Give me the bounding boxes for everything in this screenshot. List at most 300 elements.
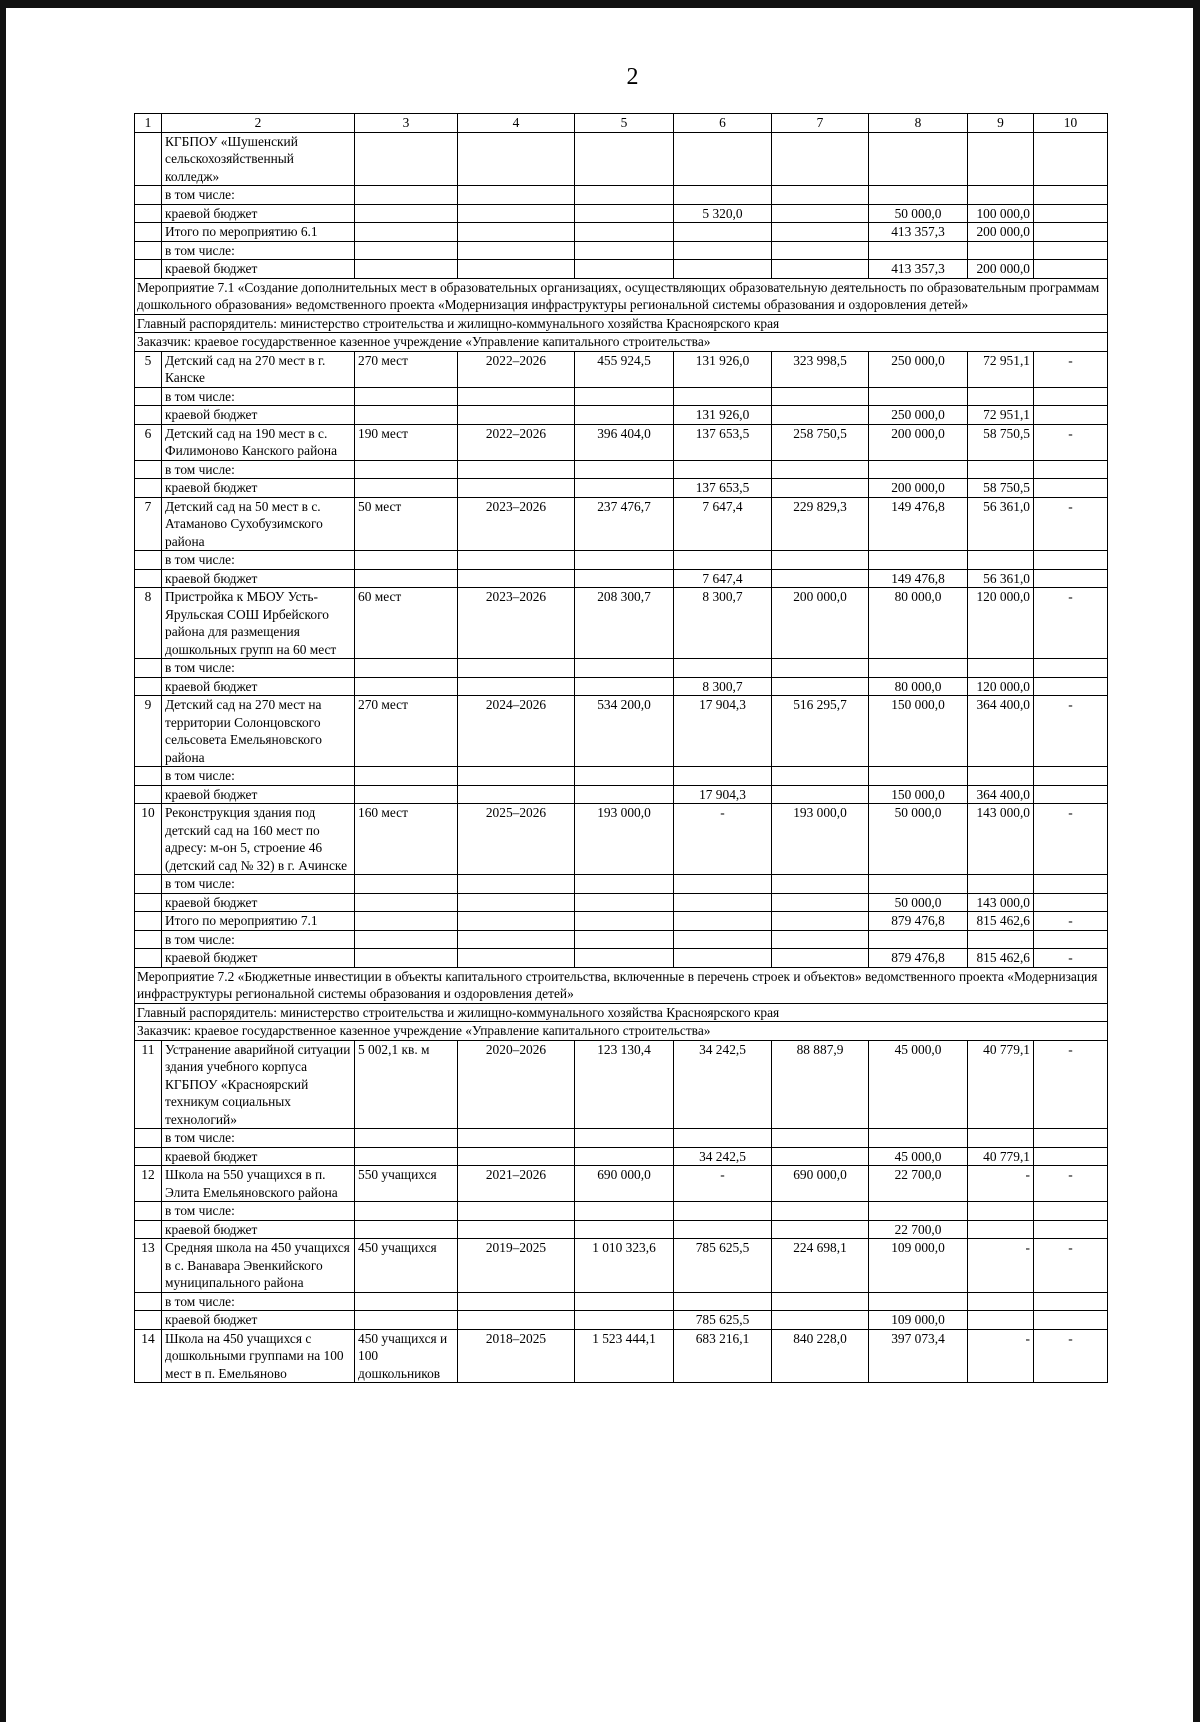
table-cell: 2018–2025 — [458, 1329, 575, 1383]
table-cell: 250 000,0 — [869, 406, 968, 425]
table-cell — [674, 1292, 772, 1311]
page-number: 2 — [626, 64, 639, 90]
table-cell — [135, 241, 162, 260]
table-cell — [135, 479, 162, 498]
table-cell: в том числе: — [162, 460, 355, 479]
table-cell: 2023–2026 — [458, 588, 575, 659]
table-row — [135, 893, 1108, 912]
table-cell: краевой бюджет — [162, 479, 355, 498]
header-cell: 9 — [968, 114, 1034, 133]
table-cell — [355, 241, 458, 260]
table-cell — [772, 186, 869, 205]
table-cell: краевой бюджет — [162, 949, 355, 968]
section-row — [135, 278, 1108, 314]
table-row — [135, 930, 1108, 949]
table-cell: 40 779,1 — [968, 1147, 1034, 1166]
table-cell — [968, 551, 1034, 570]
table-cell: - — [968, 1329, 1034, 1383]
table-cell — [355, 1311, 458, 1330]
table-cell — [458, 241, 575, 260]
table-cell — [968, 1292, 1034, 1311]
table-cell: 450 учащихся и 100 дошкольников — [355, 1329, 458, 1383]
table-cell — [355, 204, 458, 223]
table-cell — [772, 677, 869, 696]
table-cell — [1034, 767, 1108, 786]
table-cell — [772, 551, 869, 570]
table-cell — [968, 930, 1034, 949]
table-cell: 2025–2026 — [458, 804, 575, 875]
scan-border-top — [0, 0, 1200, 8]
table-cell: 131 926,0 — [674, 406, 772, 425]
table-cell — [772, 930, 869, 949]
table-cell: 10 — [135, 804, 162, 875]
table-cell: 840 228,0 — [772, 1329, 869, 1383]
table-cell: 200 000,0 — [968, 223, 1034, 242]
table-cell — [869, 1292, 968, 1311]
table-cell — [135, 767, 162, 786]
table-cell: 397 073,4 — [869, 1329, 968, 1383]
table-row — [135, 260, 1108, 279]
table-cell: в том числе: — [162, 186, 355, 205]
header-row — [135, 114, 1108, 133]
table-cell — [355, 569, 458, 588]
table-cell: 143 000,0 — [968, 893, 1034, 912]
table-cell: 323 998,5 — [772, 351, 869, 387]
section-cell: Мероприятие 7.1 «Создание дополнительных мест в образовательных организациях, осуществляющих образовательную деятельность по образовательным программам дошкольного образования» ведомственного проекта «Модернизация инфраструктуры региональной системы образования и оздоровления детей» — [135, 278, 1108, 314]
table-cell — [968, 1311, 1034, 1330]
table-cell: 123 130,4 — [575, 1040, 674, 1129]
table-cell — [1034, 1311, 1108, 1330]
table-cell — [674, 893, 772, 912]
table-cell — [135, 1220, 162, 1239]
table-cell: 413 357,3 — [869, 260, 968, 279]
table-cell — [772, 1129, 869, 1148]
table-cell — [458, 551, 575, 570]
table-cell: 5 320,0 — [674, 204, 772, 223]
table-cell: краевой бюджет — [162, 406, 355, 425]
table-cell — [575, 875, 674, 894]
table-cell — [674, 132, 772, 186]
table-row — [135, 1292, 1108, 1311]
table-row — [135, 351, 1108, 387]
table-row — [135, 1166, 1108, 1202]
table-cell: Детский сад на 50 мест в с. Атаманово Сухобузимского района — [162, 497, 355, 551]
table-cell — [1034, 186, 1108, 205]
table-cell: 109 000,0 — [869, 1311, 968, 1330]
table-cell — [674, 912, 772, 931]
table-cell: в том числе: — [162, 387, 355, 406]
table-cell: Средняя школа на 450 учащихся в с. Ванавара Эвенкийского муниципального района — [162, 1239, 355, 1293]
table-cell: - — [1034, 1166, 1108, 1202]
table-cell — [135, 677, 162, 696]
table-cell — [1034, 785, 1108, 804]
table-cell — [772, 1202, 869, 1221]
table-cell — [575, 460, 674, 479]
table-cell: 137 653,5 — [674, 479, 772, 498]
table-cell — [458, 767, 575, 786]
table-cell — [772, 406, 869, 425]
table-cell — [1034, 569, 1108, 588]
table-cell: Реконструкция здания под детский сад на 160 мест по адресу: м-он 5, строение 46 (детский сад № 32) в г. Ачинске — [162, 804, 355, 875]
table-cell — [674, 460, 772, 479]
table-cell — [772, 1311, 869, 1330]
table-cell — [135, 260, 162, 279]
table-cell — [869, 460, 968, 479]
table-cell — [355, 893, 458, 912]
table-cell: 80 000,0 — [869, 677, 968, 696]
table-cell: - — [1034, 1329, 1108, 1383]
table-cell — [674, 186, 772, 205]
table-row — [135, 241, 1108, 260]
table-cell: краевой бюджет — [162, 677, 355, 696]
table-cell — [575, 223, 674, 242]
table-row — [135, 223, 1108, 242]
table-cell: 237 476,7 — [575, 497, 674, 551]
table-cell: в том числе: — [162, 875, 355, 894]
table-cell — [772, 132, 869, 186]
table-cell: 143 000,0 — [968, 804, 1034, 875]
table-cell — [772, 260, 869, 279]
table-cell: 785 625,5 — [674, 1311, 772, 1330]
table-cell — [869, 767, 968, 786]
header-cell: 1 — [135, 114, 162, 133]
table-row — [135, 132, 1108, 186]
table-row — [135, 424, 1108, 460]
table-cell — [458, 569, 575, 588]
table-row — [135, 804, 1108, 875]
table-row — [135, 1329, 1108, 1383]
table-cell — [575, 132, 674, 186]
table-cell: 690 000,0 — [772, 1166, 869, 1202]
table-cell: 190 мест — [355, 424, 458, 460]
table-cell — [869, 875, 968, 894]
section-cell: Заказчик: краевое государственное казенное учреждение «Управление капитального строительства» — [135, 1022, 1108, 1041]
table-cell — [458, 930, 575, 949]
table-row — [135, 767, 1108, 786]
table-cell — [869, 1202, 968, 1221]
table-cell — [355, 912, 458, 931]
table-cell: 34 242,5 — [674, 1040, 772, 1129]
table-cell: - — [1034, 351, 1108, 387]
table-row — [135, 659, 1108, 678]
table-cell: 88 887,9 — [772, 1040, 869, 1129]
table-cell — [575, 949, 674, 968]
table-cell: 879 476,8 — [869, 949, 968, 968]
table-cell: Школа на 550 учащихся в п. Элита Емельяновского района — [162, 1166, 355, 1202]
table-cell — [674, 260, 772, 279]
table-cell — [674, 551, 772, 570]
table-cell — [968, 1129, 1034, 1148]
table-cell — [772, 949, 869, 968]
table-row — [135, 875, 1108, 894]
table-cell — [968, 186, 1034, 205]
table-cell — [674, 659, 772, 678]
table-row — [135, 406, 1108, 425]
table-cell — [674, 767, 772, 786]
table-cell: Школа на 450 учащихся с дошкольными группами на 100 мест в п. Емельяново — [162, 1329, 355, 1383]
table-cell — [458, 785, 575, 804]
table-cell: 34 242,5 — [674, 1147, 772, 1166]
table-cell: 58 750,5 — [968, 479, 1034, 498]
table-cell: 8 300,7 — [674, 677, 772, 696]
section-row — [135, 1003, 1108, 1022]
table-row — [135, 696, 1108, 767]
table-cell — [458, 912, 575, 931]
table-cell — [968, 1202, 1034, 1221]
table-cell: краевой бюджет — [162, 569, 355, 588]
table-cell: 2022–2026 — [458, 424, 575, 460]
table-cell: 7 — [135, 497, 162, 551]
table-cell — [772, 875, 869, 894]
section-cell: Главный распорядитель: министерство строительства и жилищно-коммунального хозяйства Красноярского края — [135, 314, 1108, 333]
table-cell: - — [1034, 696, 1108, 767]
scan-border-left — [0, 0, 6, 1722]
table-cell — [968, 875, 1034, 894]
table-cell — [674, 223, 772, 242]
table-cell — [772, 912, 869, 931]
table-row — [135, 785, 1108, 804]
table-cell: - — [674, 804, 772, 875]
table-cell — [575, 1202, 674, 1221]
table-cell: 815 462,6 — [968, 912, 1034, 931]
table-cell: 137 653,5 — [674, 424, 772, 460]
table-cell — [1034, 930, 1108, 949]
table-cell: Устранение аварийной ситуации здания учебного корпуса КГБПОУ «Красноярский техникум социальных технологий» — [162, 1040, 355, 1129]
table-cell: 58 750,5 — [968, 424, 1034, 460]
table-cell: 208 300,7 — [575, 588, 674, 659]
table-cell: 1 010 323,6 — [575, 1239, 674, 1293]
table-cell: 455 924,5 — [575, 351, 674, 387]
table-cell — [135, 406, 162, 425]
table-cell: - — [1034, 588, 1108, 659]
table-cell: 2024–2026 — [458, 696, 575, 767]
table-row — [135, 677, 1108, 696]
table-cell — [1034, 479, 1108, 498]
table-cell: 2019–2025 — [458, 1239, 575, 1293]
table-cell — [458, 204, 575, 223]
table-cell: 109 000,0 — [869, 1239, 968, 1293]
table-cell — [575, 479, 674, 498]
table-cell: Пристройка к МБОУ Усть-Ярульская СОШ Ирбейского района для размещения дошкольных групп на 60 мест — [162, 588, 355, 659]
table-cell: 200 000,0 — [968, 260, 1034, 279]
table-cell — [575, 677, 674, 696]
table-cell — [135, 186, 162, 205]
table-cell: 193 000,0 — [772, 804, 869, 875]
table-cell: Итого по мероприятию 6.1 — [162, 223, 355, 242]
table-cell — [135, 132, 162, 186]
table-cell: краевой бюджет — [162, 1147, 355, 1166]
table-cell: 149 476,8 — [869, 497, 968, 551]
table-cell — [869, 132, 968, 186]
table-cell: 50 мест — [355, 497, 458, 551]
table-cell: 56 361,0 — [968, 497, 1034, 551]
table-cell: 120 000,0 — [968, 588, 1034, 659]
table-cell — [135, 785, 162, 804]
table-cell — [869, 241, 968, 260]
table-cell: 40 779,1 — [968, 1040, 1034, 1129]
table-cell — [458, 1129, 575, 1148]
table-cell: Детский сад на 190 мест в с. Филимоново Канского района — [162, 424, 355, 460]
table-cell — [674, 1129, 772, 1148]
table-row — [135, 204, 1108, 223]
table-cell: 2020–2026 — [458, 1040, 575, 1129]
table-cell — [575, 1147, 674, 1166]
table-cell — [458, 186, 575, 205]
table-cell — [869, 387, 968, 406]
table-cell — [135, 893, 162, 912]
table-cell — [968, 1220, 1034, 1239]
table-cell — [1034, 1202, 1108, 1221]
table-cell: 200 000,0 — [772, 588, 869, 659]
table-cell: 5 002,1 кв. м — [355, 1040, 458, 1129]
table-cell — [674, 387, 772, 406]
table-cell — [135, 551, 162, 570]
table-cell — [575, 1129, 674, 1148]
table-row — [135, 1220, 1108, 1239]
table-cell: в том числе: — [162, 551, 355, 570]
section-row — [135, 314, 1108, 333]
table-cell: - — [674, 1166, 772, 1202]
table-cell — [1034, 132, 1108, 186]
table-cell — [575, 785, 674, 804]
table-row — [135, 497, 1108, 551]
table-cell — [968, 387, 1034, 406]
table-cell: - — [1034, 1239, 1108, 1293]
table-cell — [575, 204, 674, 223]
header-cell: 6 — [674, 114, 772, 133]
table-cell — [575, 241, 674, 260]
table-cell: 690 000,0 — [575, 1166, 674, 1202]
table-cell — [1034, 551, 1108, 570]
table-cell: 12 — [135, 1166, 162, 1202]
table-cell: - — [1034, 804, 1108, 875]
table-cell: - — [1034, 497, 1108, 551]
table-cell: 534 200,0 — [575, 696, 674, 767]
table-cell: 60 мест — [355, 588, 458, 659]
table-cell: 7 647,4 — [674, 497, 772, 551]
table-cell: Детский сад на 270 мест в г. Канске — [162, 351, 355, 387]
table-row — [135, 1239, 1108, 1293]
table-cell — [1034, 1147, 1108, 1166]
table-cell — [1034, 387, 1108, 406]
table-cell — [575, 406, 674, 425]
table-cell — [772, 460, 869, 479]
table-cell: 131 926,0 — [674, 351, 772, 387]
table-row — [135, 949, 1108, 968]
table-cell: 550 учащихся — [355, 1166, 458, 1202]
table-cell — [355, 387, 458, 406]
table-cell: - — [1034, 424, 1108, 460]
table-cell: 150 000,0 — [869, 696, 968, 767]
header-cell: 8 — [869, 114, 968, 133]
table-row — [135, 1147, 1108, 1166]
table-cell — [355, 479, 458, 498]
table-cell — [458, 406, 575, 425]
table-cell — [575, 1292, 674, 1311]
table-cell — [1034, 1129, 1108, 1148]
table-cell: в том числе: — [162, 930, 355, 949]
table-cell: 22 700,0 — [869, 1220, 968, 1239]
table-cell: 45 000,0 — [869, 1147, 968, 1166]
table-cell: 45 000,0 — [869, 1040, 968, 1129]
table-cell — [869, 1129, 968, 1148]
section-cell: Мероприятие 7.2 «Бюджетные инвестиции в объекты капитального строительства, включенные в перечень строек и объектов» ведомственного проекта «Модернизация инфраструктуры региональной системы образования и оздоровления детей» — [135, 967, 1108, 1003]
table-cell: 72 951,1 — [968, 406, 1034, 425]
table-cell — [355, 1129, 458, 1148]
table-cell: 120 000,0 — [968, 677, 1034, 696]
table-cell — [1034, 1292, 1108, 1311]
table-cell: 17 904,3 — [674, 696, 772, 767]
table-cell: краевой бюджет — [162, 204, 355, 223]
table-cell — [772, 569, 869, 588]
table-cell: КГБПОУ «Шушенский сельскохозяйственный колледж» — [162, 132, 355, 186]
table-cell: 450 учащихся — [355, 1239, 458, 1293]
table-cell — [575, 1311, 674, 1330]
table-cell: 200 000,0 — [869, 479, 968, 498]
table-cell — [968, 767, 1034, 786]
table-cell — [135, 1147, 162, 1166]
table-cell — [135, 204, 162, 223]
table-cell: 9 — [135, 696, 162, 767]
table-cell: 11 — [135, 1040, 162, 1129]
table-cell: 17 904,3 — [674, 785, 772, 804]
table-cell: 270 мест — [355, 696, 458, 767]
table-cell: - — [1034, 912, 1108, 931]
table-cell: 50 000,0 — [869, 204, 968, 223]
table-cell — [869, 659, 968, 678]
table-cell: в том числе: — [162, 241, 355, 260]
table-cell: Детский сад на 270 мест на территории Солонцовского сельсовета Емельяновского района — [162, 696, 355, 767]
table-cell: 150 000,0 — [869, 785, 968, 804]
table-cell: 516 295,7 — [772, 696, 869, 767]
table-cell — [772, 893, 869, 912]
table-cell — [869, 186, 968, 205]
table-cell — [458, 1202, 575, 1221]
table-row — [135, 479, 1108, 498]
table-cell — [968, 460, 1034, 479]
table-row — [135, 588, 1108, 659]
table-cell — [674, 1220, 772, 1239]
table-cell — [135, 949, 162, 968]
table-cell — [772, 659, 869, 678]
table-cell — [458, 460, 575, 479]
header-cell: 4 — [458, 114, 575, 133]
table-cell: 270 мест — [355, 351, 458, 387]
table-cell: 200 000,0 — [869, 424, 968, 460]
table-cell — [772, 241, 869, 260]
table-cell — [772, 223, 869, 242]
header-cell: 7 — [772, 114, 869, 133]
table-cell: 250 000,0 — [869, 351, 968, 387]
table-cell — [355, 659, 458, 678]
table-cell — [135, 875, 162, 894]
table-cell — [355, 406, 458, 425]
table-cell — [575, 912, 674, 931]
table-cell — [575, 569, 674, 588]
table-cell — [575, 260, 674, 279]
table-cell: 80 000,0 — [869, 588, 968, 659]
table-cell — [458, 1292, 575, 1311]
table-cell — [968, 659, 1034, 678]
table-cell: 364 400,0 — [968, 696, 1034, 767]
table-cell — [355, 930, 458, 949]
table-cell — [674, 949, 772, 968]
table-cell — [1034, 260, 1108, 279]
table-cell: 8 300,7 — [674, 588, 772, 659]
table-cell: 13 — [135, 1239, 162, 1293]
table-cell — [458, 1147, 575, 1166]
table-cell — [772, 387, 869, 406]
